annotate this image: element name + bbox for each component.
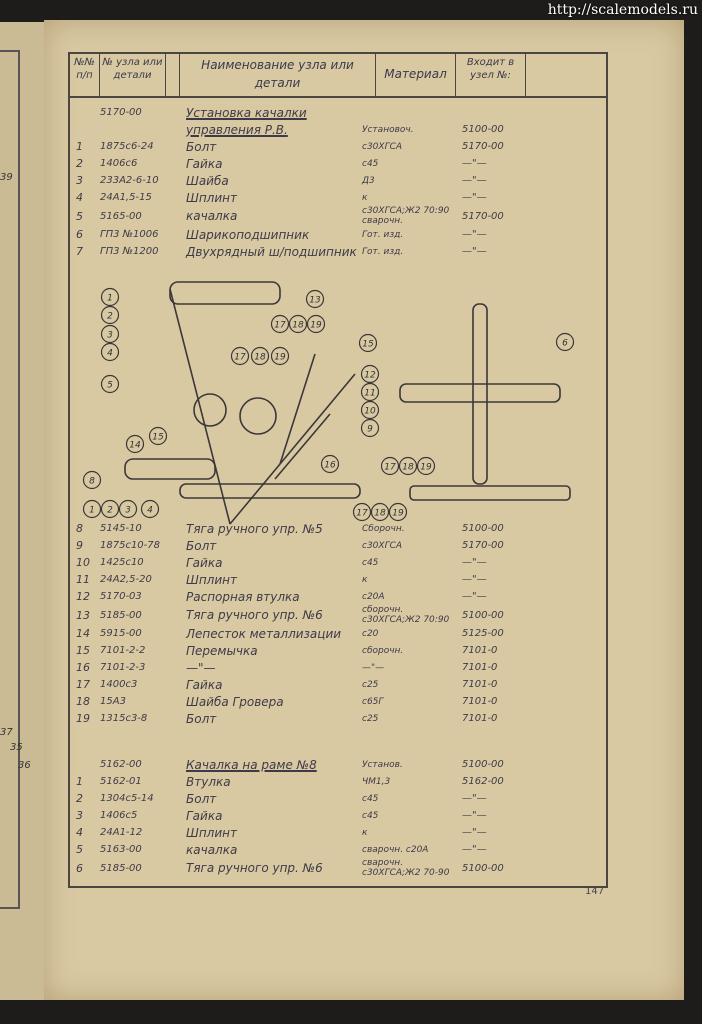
- part-name: Распорная втулка: [186, 589, 300, 604]
- material: ЧМ1,3: [362, 776, 391, 787]
- part-number: 1875с10-78: [100, 540, 161, 551]
- frame-tube: [180, 484, 360, 498]
- part-number: 24А1,5-15: [100, 192, 152, 203]
- section-material: Установ.: [362, 759, 403, 770]
- watermark: http://scalemodels.ru: [547, 2, 698, 18]
- material: с25: [362, 679, 379, 690]
- callout-label: 17: [356, 508, 368, 519]
- assembly: 7101-0: [462, 662, 498, 673]
- callout-label: 19: [274, 352, 286, 363]
- assembly: 7101-0: [462, 696, 498, 707]
- assembly: —"—: [462, 793, 487, 804]
- section-title: Качалка на раме №8: [186, 757, 317, 772]
- material: с45: [362, 793, 379, 804]
- part-name: Болт: [186, 711, 217, 726]
- assembly: 7101-0: [462, 679, 498, 690]
- assembly: —"—: [462, 574, 487, 585]
- row-index: 15: [76, 644, 90, 657]
- callout-label: 18: [292, 320, 304, 331]
- row-index: 19: [76, 712, 90, 725]
- row-index: 4: [76, 191, 83, 204]
- part-number: 7101-2-2: [100, 645, 146, 656]
- bearing: [194, 394, 226, 426]
- parts-table: [68, 52, 608, 888]
- material: к: [362, 827, 368, 838]
- material: сборочн. с30ХГСА;Ж2 70:90: [362, 605, 450, 625]
- part-name: —"—: [186, 660, 216, 675]
- rocker-arm: [280, 354, 315, 464]
- part-name: Втулка: [186, 774, 231, 789]
- callout-label: 4: [147, 505, 153, 516]
- row-index: 6: [76, 861, 83, 875]
- part-name: Двухрядный ш/подшипник: [186, 244, 357, 259]
- row-index: 16: [76, 661, 90, 674]
- part-number: 24А1-12: [100, 827, 143, 838]
- callout-label: 2: [107, 311, 113, 322]
- callout-label: 2: [107, 505, 113, 516]
- rocker-assembly-drawing: [70, 54, 606, 886]
- material: с45: [362, 557, 379, 568]
- callout-label: 18: [254, 352, 266, 363]
- callout-label: 5: [107, 380, 113, 391]
- rocker-arm: [275, 414, 330, 479]
- part-number: 5185-00: [100, 862, 142, 874]
- part-number: ГП3 №1200: [100, 246, 159, 257]
- row-index: 14: [76, 627, 90, 640]
- assembly: 5170-00: [462, 210, 504, 222]
- part-number: 1406с5: [100, 810, 138, 821]
- header-assembly: Входит в узел №:: [456, 54, 526, 96]
- section-number: 5162-00: [100, 759, 142, 770]
- callout-label: 13: [309, 295, 321, 306]
- callout-label: 19: [420, 462, 432, 473]
- assembly: 7101-0: [462, 645, 498, 656]
- section-assembly: 5100-00: [462, 124, 504, 135]
- header-part-number: № узла или детали: [100, 54, 166, 96]
- material: сборочн.: [362, 645, 404, 656]
- part-name: Тяга ручного упр. №6: [186, 608, 323, 622]
- assembly: 5100-00: [462, 523, 504, 534]
- part-number: 5165-00: [100, 210, 142, 222]
- assembly: 5170-00: [462, 540, 504, 551]
- part-number: 5163-00: [100, 844, 142, 855]
- side-rocker: [473, 304, 487, 484]
- side-base: [410, 486, 570, 500]
- part-name: Лепесток металлизации: [186, 626, 342, 641]
- callout-label: 11: [364, 388, 376, 399]
- row-index: 9: [76, 539, 83, 552]
- page-number: 147: [585, 886, 605, 897]
- section-title: управления Р.В.: [186, 122, 288, 137]
- left-page-fragment: 39: [0, 172, 13, 183]
- material: с30ХГСА: [362, 540, 403, 551]
- row-index: 13: [76, 608, 90, 622]
- callout-label: 10: [364, 406, 376, 417]
- part-number: 24А2,5-20: [100, 574, 152, 585]
- part-name: Гайка: [186, 808, 223, 823]
- material: с65Г: [362, 696, 384, 707]
- material: с20А: [362, 591, 385, 602]
- part-name: Шплинт: [186, 190, 237, 205]
- part-name: Шарикоподшипник: [186, 227, 310, 242]
- pushrod-upper: [170, 282, 280, 304]
- callout-label: 18: [374, 508, 386, 519]
- callout-label: 14: [129, 440, 141, 451]
- row-index: 5: [76, 209, 83, 223]
- row-index: 3: [76, 174, 83, 187]
- assembly: 7101-0: [462, 713, 498, 724]
- bearing-double: [240, 398, 276, 434]
- part-number: 7101-2-3: [100, 662, 146, 673]
- part-number: 5185-00: [100, 609, 142, 621]
- row-index: 2: [76, 792, 83, 805]
- rocker-arm: [230, 374, 355, 524]
- row-index: 18: [76, 695, 90, 708]
- assembly: 5125-00: [462, 628, 504, 639]
- material: с20: [362, 628, 379, 639]
- header-material: Материал: [376, 54, 456, 96]
- assembly: 5100-00: [462, 609, 504, 621]
- material: к: [362, 192, 368, 203]
- part-name: Шплинт: [186, 572, 237, 587]
- header-number: №№ п/п: [70, 54, 100, 96]
- part-number: ГП3 №1006: [100, 229, 159, 240]
- left-page: [0, 22, 48, 1000]
- part-name: Гайка: [186, 677, 223, 692]
- material: с45: [362, 158, 379, 169]
- rocker-arm: [170, 289, 230, 524]
- part-name: Болт: [186, 791, 217, 806]
- callout-label: 19: [392, 508, 404, 519]
- section-number: 5170-00: [100, 107, 142, 118]
- header-name: Наименование узла или детали: [180, 54, 376, 96]
- left-page-fragment: 35: [10, 742, 23, 753]
- part-number: 5162-01: [100, 776, 142, 787]
- part-name: Тяга ручного упр. №6: [186, 861, 323, 875]
- part-number: 5170-03: [100, 591, 142, 602]
- callout-label: 18: [402, 462, 414, 473]
- row-index: 1: [76, 775, 83, 788]
- part-number: 1304с5-14: [100, 793, 154, 804]
- section-title: Установка качалки: [186, 105, 307, 120]
- assembly: —"—: [462, 229, 487, 240]
- part-name: качалка: [186, 842, 238, 857]
- row-index: 3: [76, 809, 83, 822]
- assembly: —"—: [462, 175, 487, 186]
- material: Гот. изд.: [362, 229, 404, 240]
- callout-label: 15: [152, 432, 164, 443]
- row-index: 1: [76, 140, 83, 153]
- left-page-fragment: 37: [0, 727, 13, 738]
- callout-label: 4: [107, 348, 113, 359]
- part-number: 5145-10: [100, 523, 142, 534]
- callout-label: 1: [89, 505, 95, 516]
- row-index: 5: [76, 843, 83, 856]
- material: Сборочн.: [362, 523, 405, 534]
- material: с30ХГСА: [362, 141, 403, 152]
- part-name: Шайба: [186, 173, 229, 188]
- part-name: Шайба Гровера: [186, 694, 284, 709]
- section-assembly: 5100-00: [462, 759, 504, 770]
- assembly: 5170-00: [462, 141, 504, 152]
- callout-label: 8: [89, 476, 95, 487]
- callout-label: 6: [562, 338, 568, 349]
- section-material: Установоч.: [362, 124, 414, 135]
- callout-label: 12: [364, 370, 376, 381]
- part-number: 1875с6-24: [100, 141, 154, 152]
- callout-label: 3: [125, 505, 131, 516]
- material: сварочн. с30ХГСА;Ж2 70-90: [362, 858, 450, 878]
- pushrod-lower: [125, 459, 215, 479]
- callout-label: 3: [107, 330, 113, 341]
- material: Д3: [362, 175, 375, 186]
- material: с30ХГСА;Ж2 70:90 сварочн.: [362, 206, 450, 226]
- material: с45: [362, 810, 379, 821]
- material: с25: [362, 713, 379, 724]
- row-index: 17: [76, 678, 90, 691]
- side-tube: [400, 384, 560, 402]
- part-name: Гайка: [186, 555, 223, 570]
- part-name: Шплинт: [186, 825, 237, 840]
- row-index: 8: [76, 522, 83, 535]
- part-name: Тяга ручного упр. №5: [186, 521, 323, 536]
- assembly: 5100-00: [462, 862, 504, 874]
- callout-label: 15: [362, 339, 374, 350]
- material: к: [362, 574, 368, 585]
- material: Гот. изд.: [362, 246, 404, 257]
- part-number: 233А2-6-10: [100, 175, 159, 186]
- row-index: 4: [76, 826, 83, 839]
- material: сварочн. с20А: [362, 844, 429, 855]
- assembly: —"—: [462, 158, 487, 169]
- part-name: Болт: [186, 139, 217, 154]
- assembly: —"—: [462, 557, 487, 568]
- assembly: —"—: [462, 246, 487, 257]
- assembly: —"—: [462, 827, 487, 838]
- callout-label: 1: [107, 293, 113, 304]
- callout-label: 17: [234, 352, 246, 363]
- assembly: —"—: [462, 192, 487, 203]
- row-index: 2: [76, 157, 83, 170]
- row-index: 10: [76, 556, 90, 569]
- callout-label: 9: [367, 424, 373, 435]
- assembly: —"—: [462, 844, 487, 855]
- part-number: 1315с3-8: [100, 713, 148, 724]
- part-name: Болт: [186, 538, 217, 553]
- part-number: 15А3: [100, 696, 126, 707]
- row-index: 7: [76, 245, 83, 258]
- material: —"—: [362, 662, 385, 673]
- assembly: —"—: [462, 810, 487, 821]
- part-number: 1400с3: [100, 679, 138, 690]
- left-page-fragment: 36: [18, 760, 31, 771]
- row-index: 11: [76, 573, 90, 586]
- callout-label: 19: [310, 320, 322, 331]
- part-name: качалка: [186, 209, 238, 223]
- part-name: Гайка: [186, 156, 223, 171]
- part-number: 1425с10: [100, 557, 144, 568]
- callout-label: 17: [274, 320, 286, 331]
- assembly: —"—: [462, 591, 487, 602]
- part-name: Перемычка: [186, 643, 258, 658]
- callout-label: 16: [324, 460, 336, 471]
- callout-label: 17: [384, 462, 396, 473]
- part-number: 1406с6: [100, 158, 138, 169]
- part-number: 5915-00: [100, 628, 142, 639]
- row-index: 12: [76, 590, 90, 603]
- assembly: 5162-00: [462, 776, 504, 787]
- row-index: 6: [76, 228, 83, 241]
